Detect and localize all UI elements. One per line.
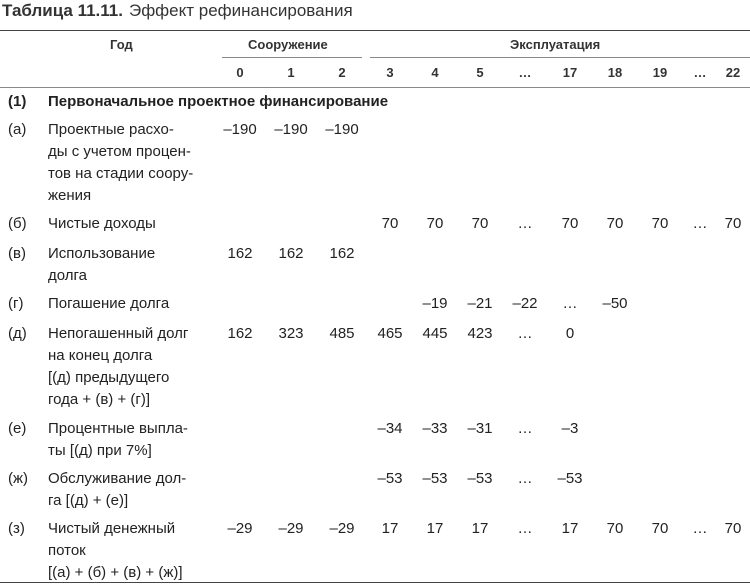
table-cell: –53: [557, 470, 583, 487]
row-label-line: тов на стадии соору-: [48, 165, 194, 182]
table-cell: …: [517, 520, 533, 537]
row-index: (б): [8, 215, 27, 232]
header-rule: [0, 87, 750, 88]
row-label-line: ты [(д) при 7%]: [48, 442, 152, 459]
table-cell: …: [517, 215, 533, 232]
row-label-line: Обслуживание дол-: [48, 470, 187, 487]
table-cell: –34: [377, 420, 403, 437]
table-cell: –21: [467, 295, 493, 312]
year-header-cell: 22: [725, 65, 741, 80]
table-cell: 17: [471, 520, 489, 537]
row-index: (е): [8, 420, 27, 437]
row-label: [48, 518, 213, 584]
table-cell: …: [692, 520, 708, 537]
row-index: (з): [8, 520, 25, 537]
row-label: [48, 468, 213, 512]
row-label: [48, 213, 213, 235]
table-cell: …: [517, 325, 533, 342]
table-number: Таблица 11.11.: [2, 1, 123, 20]
row-label: [48, 418, 213, 462]
table-cell: …: [517, 420, 533, 437]
row-label-line: [(д) предыдущего: [48, 369, 170, 386]
table-cell: 17: [426, 520, 444, 537]
section-title: Первоначальное проектное финансирование: [48, 93, 389, 110]
row-label: [48, 323, 213, 411]
row-label-line: [(а) + (б) + (в) + (ж)]: [48, 564, 183, 581]
row-label-line: Чистый денежный: [48, 520, 176, 537]
table-cell: –190: [274, 121, 308, 138]
year-header-cell: 1: [287, 65, 295, 80]
table-cell: 17: [561, 520, 579, 537]
row-label-line: года + (в) + (г)]: [48, 391, 151, 408]
row-index: (г): [8, 295, 24, 312]
table-cell: 70: [651, 520, 669, 537]
table-cell: 70: [651, 215, 669, 232]
row-index: (ж): [8, 470, 29, 487]
table-cell: –190: [325, 121, 359, 138]
year-header-cell: 2: [338, 65, 346, 80]
year-header-cell: 17: [562, 65, 578, 80]
row-label-line: Чистые доходы: [48, 215, 156, 232]
operation-underline: [370, 57, 750, 58]
section-index: (1): [8, 93, 27, 110]
year-header-cell: …: [693, 65, 707, 80]
table-cell: –3: [561, 420, 579, 437]
row-index: (в): [8, 245, 26, 262]
table-caption: [2, 0, 353, 22]
table-title: Эффект рефинансирования: [128, 1, 353, 20]
table-cell: –31: [467, 420, 493, 437]
year-header-cell: …: [518, 65, 532, 80]
table-cell: –53: [422, 470, 448, 487]
table-cell: 70: [561, 215, 579, 232]
row-index: (д): [8, 325, 27, 342]
year-header: Год: [110, 37, 133, 52]
table-cell: 70: [606, 520, 624, 537]
table-cell: –22: [512, 295, 538, 312]
table-cell: 162: [227, 325, 253, 342]
table-cell: …: [517, 470, 533, 487]
table-cell: –50: [602, 295, 628, 312]
table-cell: 70: [724, 520, 742, 537]
table-cell: 70: [381, 215, 399, 232]
table-cell: –29: [227, 520, 253, 537]
table-cell: –29: [278, 520, 304, 537]
table-cell: –53: [467, 470, 493, 487]
year-header-cell: 0: [236, 65, 244, 80]
row-label-line: Проектные расхо-: [48, 121, 174, 138]
table-cell: 445: [422, 325, 448, 342]
table-cell: 465: [377, 325, 403, 342]
row-label-line: долга: [48, 267, 88, 284]
construction-header: Сооружение: [248, 37, 328, 52]
table-cell: –29: [329, 520, 355, 537]
row-label: [48, 293, 213, 315]
table-cell: 323: [278, 325, 304, 342]
table-cell: –53: [377, 470, 403, 487]
year-header-cell: 19: [652, 65, 668, 80]
table-cell: 70: [724, 215, 742, 232]
row-label-line: Процентные выпла-: [48, 420, 188, 437]
table-cell: 423: [467, 325, 493, 342]
year-header-cell: 5: [476, 65, 484, 80]
row-label: [48, 243, 213, 287]
row-label: [48, 119, 213, 207]
table-cell: 0: [565, 325, 575, 342]
table-cell: 70: [426, 215, 444, 232]
table-cell: 485: [329, 325, 355, 342]
row-label-line: жения: [48, 187, 92, 204]
table-cell: 17: [381, 520, 399, 537]
row-label-line: га [(д) + (е)]: [48, 492, 129, 509]
table-cell: –190: [223, 121, 257, 138]
row-label-line: на конец долга: [48, 347, 153, 364]
table-cell: 70: [606, 215, 624, 232]
row-label-line: Погашение долга: [48, 295, 170, 312]
table-cell: …: [692, 215, 708, 232]
row-label-line: поток: [48, 542, 86, 559]
table-cell: –33: [422, 420, 448, 437]
table-cell: 162: [227, 245, 253, 262]
row-label-line: Использование: [48, 245, 156, 262]
year-header-cell: 18: [607, 65, 623, 80]
row-index: (а): [8, 121, 27, 138]
row-label-line: Непогашенный долг: [48, 325, 189, 342]
top-rule: [0, 30, 750, 31]
operation-header: Эксплуатация: [510, 37, 601, 52]
bottom-rule: [0, 582, 750, 583]
table-cell: 162: [278, 245, 304, 262]
year-header-cell: 3: [386, 65, 394, 80]
year-header-cell: 4: [431, 65, 439, 80]
table-cell: –19: [422, 295, 448, 312]
table-cell: 70: [471, 215, 489, 232]
construction-underline: [222, 57, 362, 58]
table-cell: 162: [329, 245, 355, 262]
table-cell: …: [562, 295, 578, 312]
row-label-line: ды с учетом процен-: [48, 143, 191, 160]
